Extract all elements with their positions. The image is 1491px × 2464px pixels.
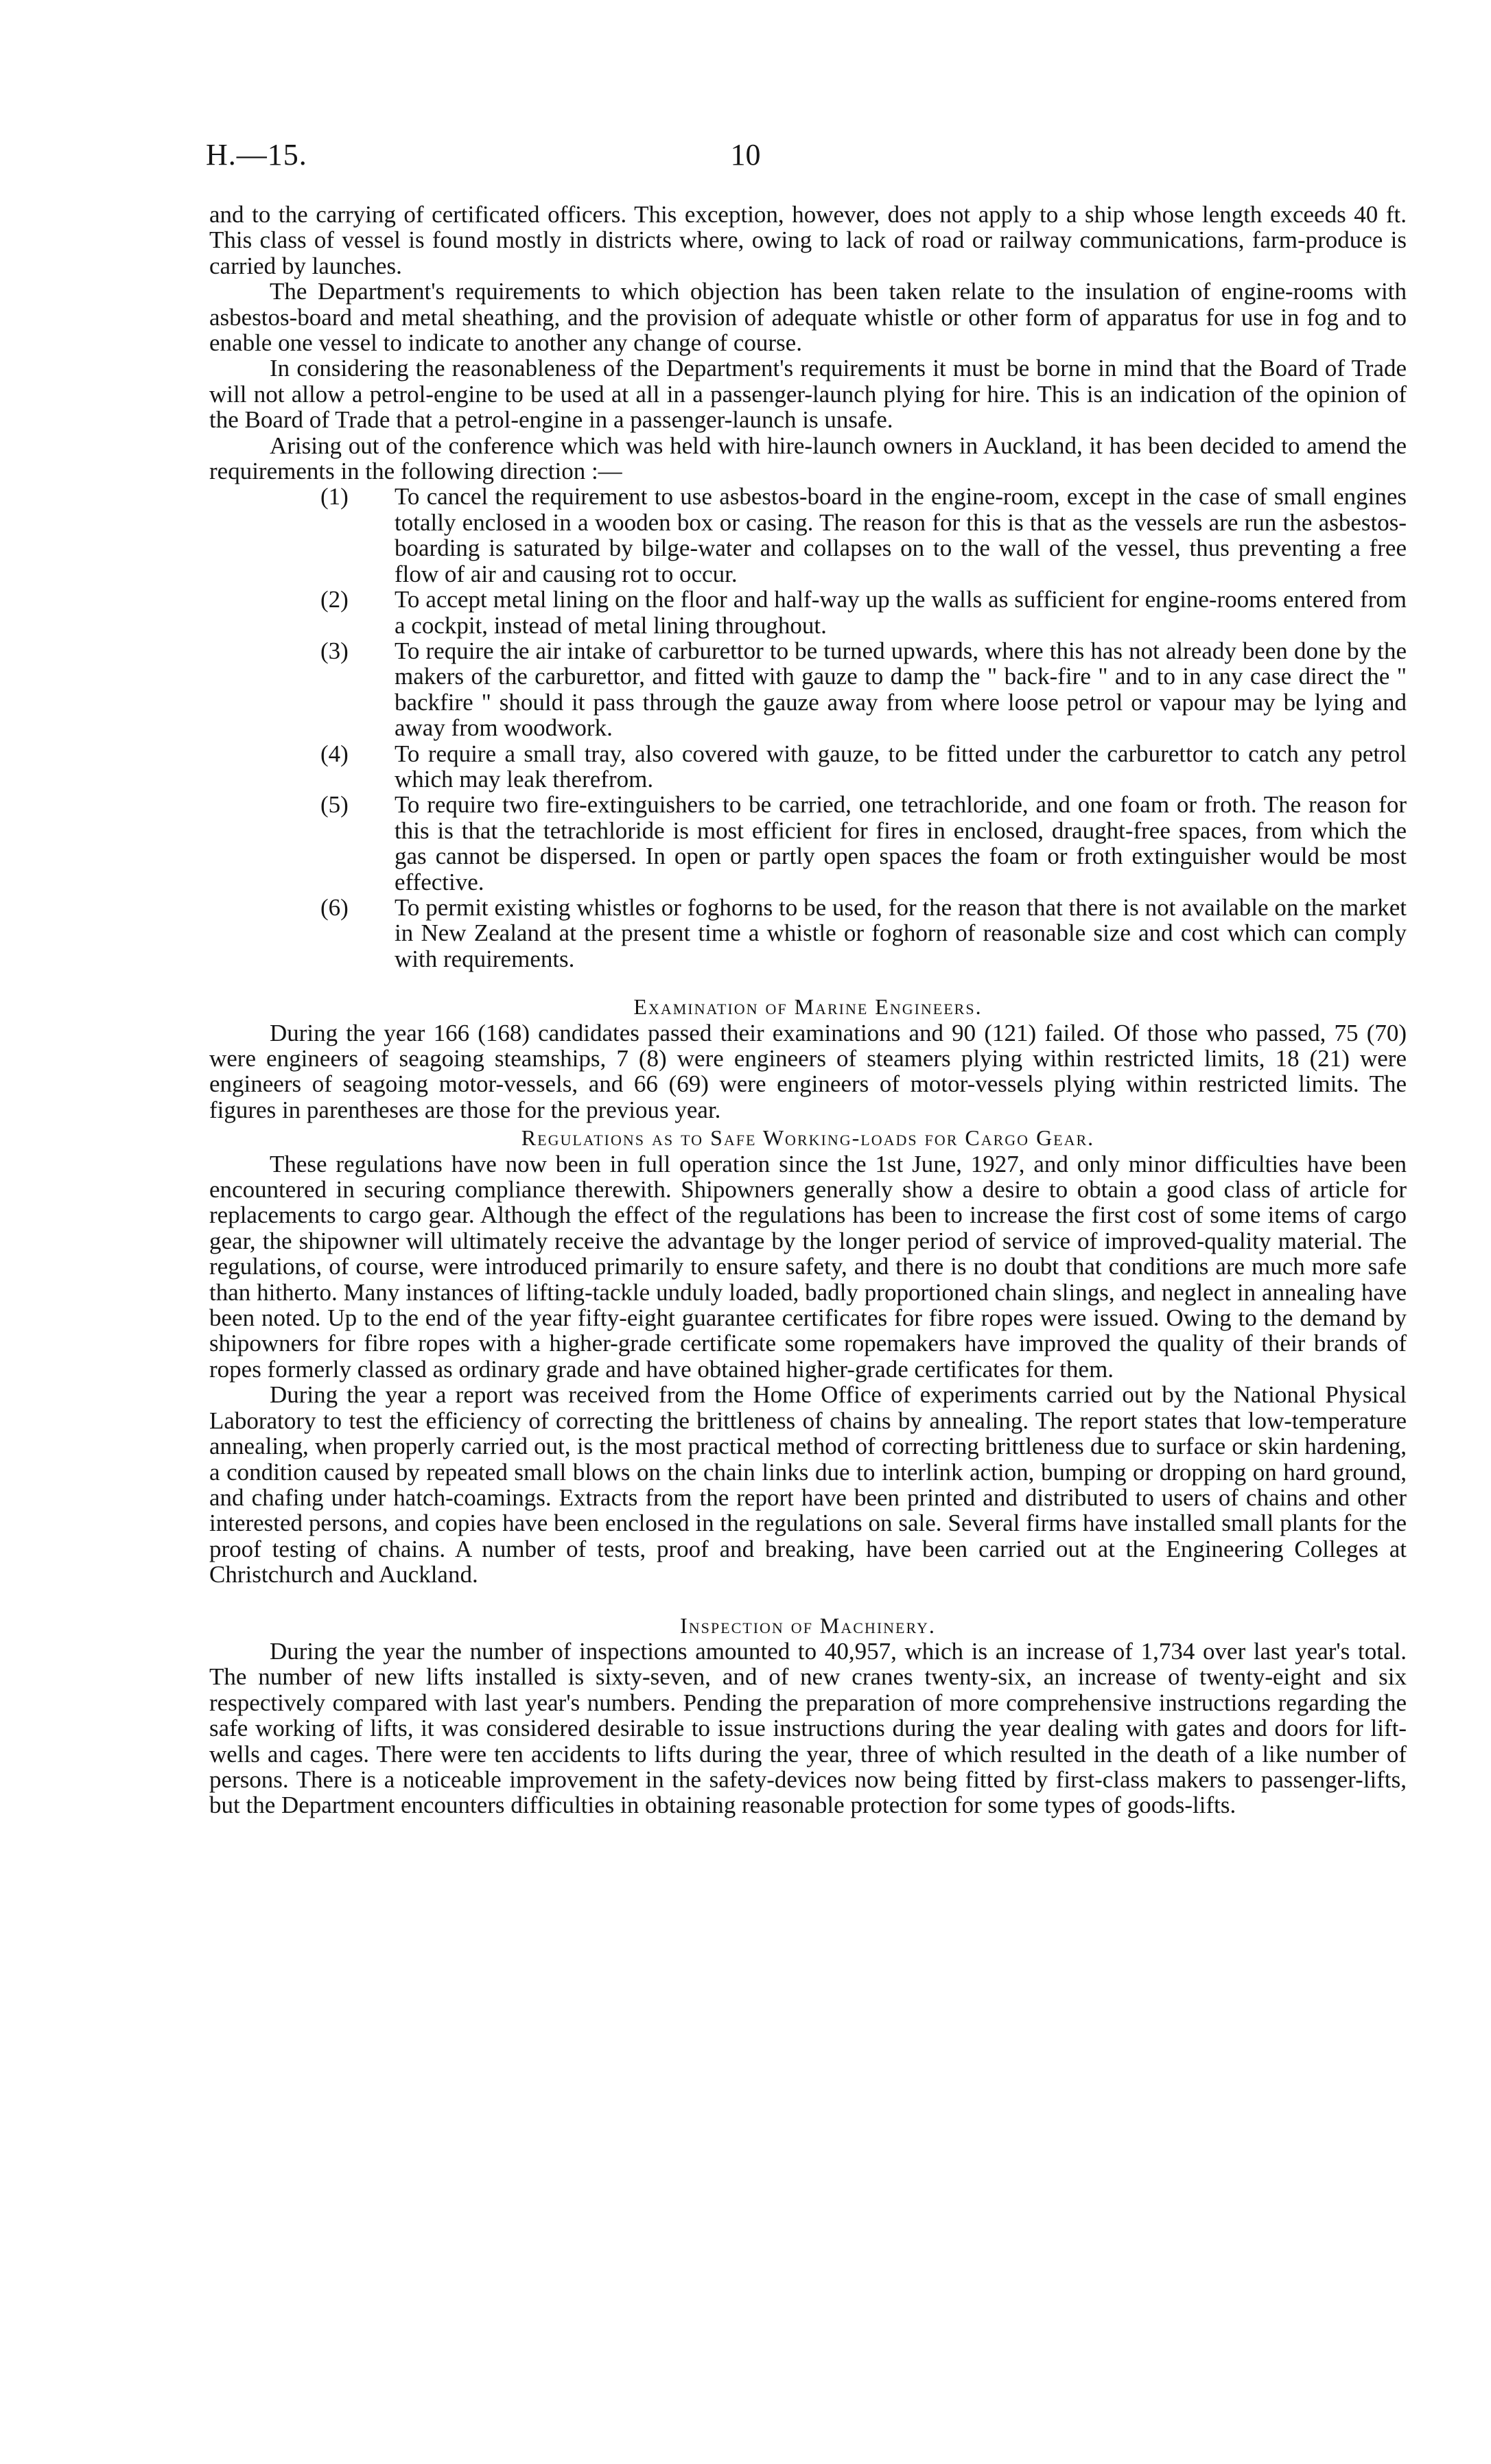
list-item: [209, 484, 1407, 587]
section-heading-examination: Examination of Marine Engineers.: [633, 994, 983, 1020]
list-item-number: (5): [320, 791, 349, 819]
list-item: [209, 895, 1407, 972]
paragraph-board-of-trade: In considering the reasonableness of the Department's requirements it must be borne in mind that the Board of Trade will not allow a petrol-engine to be used at all in a passenger-launch plying for hire. This is an indication of the opinion of the Board of Trade that a petrol-engine in a passenger-launch is unsafe.: [209, 355, 1407, 434]
continuation-paragraph: and to the carrying of certificated officers. This exception, however, does not apply to a ship whose length exceeds 40 ft. This class of vessel is found mostly in districts where, owing to lack of road or railway communications, farm-produce is carried by launches.: [209, 201, 1407, 279]
paragraph-department-requirements: The Department's requirements to which objection has been taken relate to the insulation of engine-rooms with asbestos-board and metal sheathing, and the provision of adequate whistle or other form of apparatus for use in fog and to enable one vessel to indicate to another any change of course.: [209, 278, 1407, 357]
paragraph-cargo-regulations: These regulations have now been in full operation since the 1st June, 1927, and only minor difficulties have been encountered in securing compliance therewith. Shipowners generally show a desire to obtain a good class of article for replacements to cargo gear. Although the effect of the regulations has been to increase the first cost of some items of cargo gear, the shipowner will ultimately receive the advantage by the longer period of service of improved-quality material. The regulations, of course, were introduced primarily to ensure safety, and there is no doubt that conditions are much more safe than hitherto. Many instances of lifting-tackle unduly loaded, badly proportioned chain slings, and neglect in annealing have been noted. Up to the end of the year fifty-eight guarantee certificates for fibre ropes were issued. Owing to the demand by shipowners for fibre ropes with a higher-grade certificate some ropemakers have improved the quality of their brands of ropes formerly classed as ordinary grade and have obtained higher-grade certificates for them.: [209, 1150, 1407, 1383]
list-item-number: (2): [320, 586, 349, 613]
list-item-number: (3): [320, 637, 349, 664]
page-body: [209, 202, 1407, 1818]
paragraph-examination: During the year 166 (168) candidates passed their examinations and 90 (121) failed. Of those who passed, 75 (70) were engineers of seagoing steamships, 7 (8) were engineers of steamers plying within restricted limits, 18 (21) were engineers of seagoing motor-vessels, and 66 (69) were engineers of motor-vessels plying within restricted limits. The figures in parentheses are those for the previous year.: [209, 1019, 1407, 1123]
list-item-number: (6): [320, 893, 349, 921]
list-item: [209, 792, 1407, 895]
section-heading-cargo-gear: Regulations as to Safe Working-loads for Cargo Gear.: [521, 1125, 1095, 1151]
section-heading-machinery: Inspection of Machinery.: [680, 1612, 936, 1638]
list-item-text: To cancel the requirement to use asbestos-board in the engine-room, except in the case of small engines totally enclosed in a wooden box or casing. The reason for this is that as the vessels are run the asbestos-boarding is saturated by bilge-water and collapses on to the wall of the vessel, thus preventing a free flow of air and causing rot to occur.: [395, 483, 1407, 587]
page-header: [206, 137, 1285, 178]
list-item: [209, 587, 1407, 638]
list-item: [209, 741, 1407, 793]
list-item: [209, 638, 1407, 741]
list-item-text: To accept metal lining on the floor and half-way up the walls as sufficient for engine-rooms entered from a cockpit, instead of metal lining throughout.: [395, 586, 1407, 639]
list-item-text: To require the air intake of carburettor to be turned upwards, where this has not already been done by the makers of the carburettor, and fitted with gauze to damp the " back-fire " and to in any case direct the " backfire " should it pass through the gauze away from where loose petrol or vapour may be lying and away from woodwork.: [395, 637, 1407, 742]
list-item-text: To require a small tray, also covered with gauze, to be fitted under the carburettor to catch any petrol which may leak therefrom.: [395, 740, 1407, 793]
page-number: 10: [730, 138, 761, 172]
paragraph-annealing-report: During the year a report was received from the Home Office of experiments carried out by the National Physical Laboratory to test the efficiency of correcting the brittleness of chains by annealing. The report states that low-temperature annealing, when properly carried out, is the most practical method of correcting brittleness due to surface or skin hardening, a condition caused by repeated small blows on the chain links due to interlink action, bumping or dropping on hard ground, and chafing under hatch-coamings. Extracts from the report have been printed and distributed to users of chains and other interested persons, and copies have been enclosed in the regulations on sale. Several firms have installed small plants for the proof testing of chains. A number of tests, proof and breaking, have been carried out at the Engineering Colleges at Christchurch and Auckland.: [209, 1381, 1407, 1588]
list-item-number: (4): [320, 740, 349, 767]
paragraph-machinery: During the year the number of inspections amounted to 40,957, which is an increase of 1,734 over last year's total. The number of new lifts installed is sixty-seven, and of new cranes twenty-six, an increase of twenty-eight and six respectively compared with last year's numbers. Pending the preparation of more comprehensive instructions regarding the safe working of lifts, it was considered desirable to issue instructions during the year dealing with gates and doors for lift-wells and cages. There were ten accidents to lifts during the year, three of which resulted in the death of a like number of persons. There is a noticeable improvement in the safety-devices now being fitted by first-class makers to passenger-lifts, but the Department encounters difficulties in obtaining reasonable protection for some types of goods-lifts.: [209, 1637, 1407, 1819]
document-id: H.—15.: [206, 138, 307, 172]
list-item-number: (1): [320, 483, 349, 511]
list-item-text: To require two fire-extinguishers to be carried, one tetrachloride, and one foam or froth. The reason for this is that the tetrachloride is most efficient for fires in enclosed, draught-free spaces, from which the gas cannot be dispersed. In open or partly open spaces the foam or froth extinguisher would be most effective.: [395, 791, 1407, 895]
paragraph-conference: Arising out of the conference which was held with hire-launch owners in Auckland, it has been decided to amend the requirements in the following direction :—: [209, 432, 1407, 485]
list-item-text: To permit existing whistles or foghorns to be used, for the reason that there is not available on the market in New Zealand at the present time a whistle or foghorn of reasonable size and cost which can comply with requirements.: [395, 893, 1407, 972]
requirements-list: [209, 484, 1407, 972]
